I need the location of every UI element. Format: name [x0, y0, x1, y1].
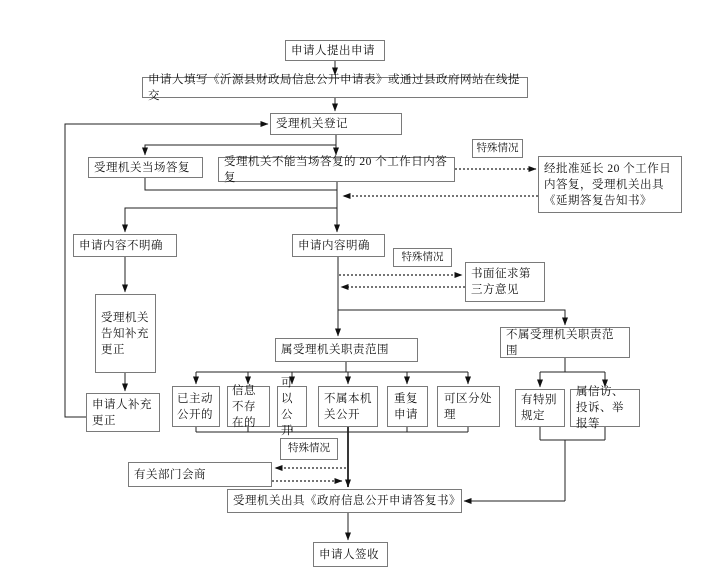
node-fill-application-form: 申请人填写《沂源县财政局信息公开申请表》或通过县政府网站在线提交	[142, 77, 528, 98]
node-petition-complaint-report: 属信访、投诉、举报等	[570, 389, 640, 427]
node-can-disclose: 可以公开	[277, 386, 307, 427]
node-departments-consultation: 有关部门会商	[128, 462, 272, 487]
node-within-authority-scope: 属受理机关职责范围	[275, 338, 418, 362]
node-other-organ-discloses: 不属本机关公开	[318, 386, 378, 427]
node-onsite-reply: 受理机关当场答复	[88, 157, 203, 178]
node-issue-reply-document: 受理机关出具《政府信息公开申请答复书》	[227, 489, 462, 513]
node-content-clear: 申请内容明确	[292, 234, 385, 257]
node-content-unclear: 申请内容不明确	[73, 234, 177, 257]
node-info-not-exist: 信息不存在的	[227, 386, 270, 427]
node-repeated-application: 重复申请	[387, 386, 428, 427]
node-already-disclosed: 已主动公开的	[172, 386, 220, 427]
node-reply-within-20-days: 受理机关不能当场答复的 20 个工作日内答复	[218, 157, 455, 182]
node-authority-registers: 受理机关登记	[270, 113, 402, 135]
node-separable-handling: 可区分处理	[437, 386, 500, 427]
node-applicant-signs-receipt: 申请人签收	[313, 542, 388, 567]
node-notify-supplement-correction: 受理机关告知补充更正	[95, 294, 156, 373]
node-applicant-supplements: 申请人补充更正	[86, 393, 160, 432]
node-applicant-submits: 申请人提出申请	[285, 40, 385, 61]
node-approved-extension: 经批准延长 20 个工作日内答复，受理机关出具《延期答复告知书》	[538, 156, 682, 213]
node-special-provisions: 有特别规定	[515, 389, 565, 427]
node-outside-authority-scope: 不属受理机关职责范围	[500, 327, 630, 358]
label-special-case-2: 特殊情况	[393, 248, 452, 267]
node-third-party-opinion: 书面征求第三方意见	[465, 262, 545, 302]
label-special-case-1: 特殊情况	[472, 139, 523, 158]
label-special-case-3: 特殊情况	[280, 438, 338, 460]
